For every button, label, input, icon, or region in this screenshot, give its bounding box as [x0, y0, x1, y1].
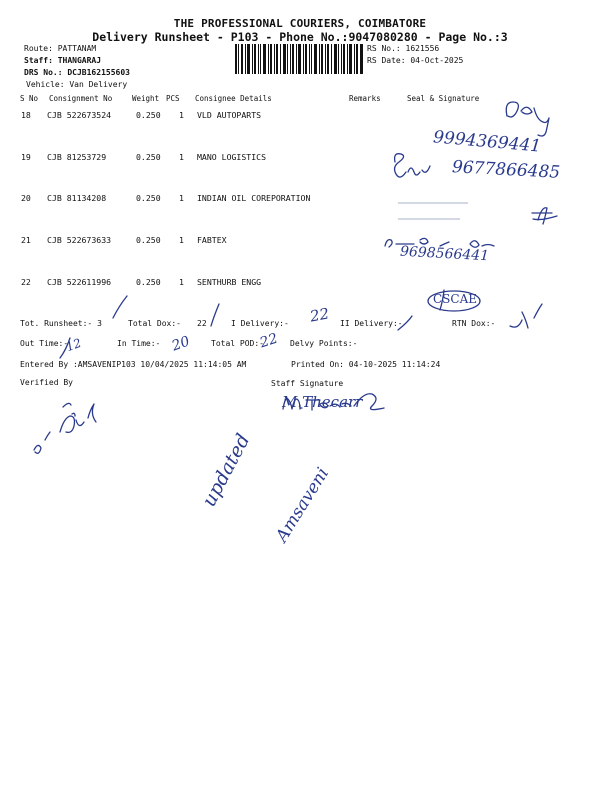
row-consignee: FABTEX	[197, 235, 227, 245]
col-header-sno: S No	[20, 94, 39, 103]
col-header-seal: Seal & Signature	[407, 94, 480, 103]
row-weight: 0.250	[136, 110, 161, 120]
staff-signature-text: M.Thecarr	[282, 393, 363, 411]
verified-signature	[34, 404, 96, 453]
row-consignment: CJB 522611996	[47, 277, 112, 287]
handwritten-note-amsaveni: Amsaveni	[272, 464, 334, 546]
route: Route: PATTANAM	[24, 44, 97, 53]
row-pcs: 1	[179, 193, 184, 203]
row-pcs: 1	[179, 110, 184, 120]
handwritten-phone-3: 9698566441	[399, 243, 490, 265]
handwritten-phone-1: 9994369441	[432, 127, 542, 157]
row-weight: 0.250	[136, 235, 161, 245]
row-weight: 0.250	[136, 277, 161, 287]
signature-mark	[506, 102, 549, 136]
handwritten-in-time: 20	[169, 333, 193, 355]
row-consignment: CJB 522673524	[47, 110, 112, 120]
total-dox-label: Total Dox:-	[128, 319, 181, 328]
printed-on: Printed On: 04-10-2025 11:14:24	[291, 360, 441, 369]
drs-number: DRS No.: DCJB162155603	[24, 68, 130, 77]
company-name: THE PROFESSIONAL COURIERS, COIMBATORE	[173, 17, 427, 30]
row-consignee: MANO LOGISTICS	[197, 152, 267, 162]
tick-mark	[211, 304, 219, 326]
tot-runsheet: Tot. Runsheet:- 3	[20, 319, 102, 328]
dot-mark	[63, 403, 75, 416]
rs-number: RS No.: 1621556	[367, 44, 440, 53]
stamp-text: CSCAE	[433, 292, 478, 306]
row-sno: 19	[21, 152, 31, 162]
signature-mark	[532, 208, 557, 224]
row-sno: 18	[21, 110, 31, 120]
col-header-remarks: Remarks	[349, 94, 381, 103]
row-sno: 20	[21, 193, 31, 203]
handwritten-note-updated: updated	[198, 430, 255, 511]
handwritten-out-time: 12	[64, 335, 84, 355]
runsheet-title: Delivery Runsheet - P103 - Phone No.:9047080280 - Page No.:3	[92, 30, 508, 44]
total-pod-label: Total POD:-	[211, 339, 264, 348]
row-weight: 0.250	[136, 193, 161, 203]
delvy-points-label: Delvy Points:-	[290, 339, 358, 348]
row-consignment: CJB 81134208	[47, 193, 107, 203]
row-weight: 0.250	[136, 152, 161, 162]
ii-delivery-label: II Delivery:-	[340, 319, 403, 328]
col-header-consignee: Consignee Details	[195, 94, 272, 103]
row-consignment: CJB 522673633	[47, 235, 112, 245]
col-header-weight: Weight	[132, 94, 160, 103]
total-dox-value: 22	[197, 319, 207, 328]
tick-mark	[510, 304, 542, 328]
rs-date: RS Date: 04-Oct-2025	[367, 56, 464, 65]
in-time-label: In Time:-	[117, 339, 161, 348]
row-consignee: SENTHURB ENGG	[197, 277, 262, 287]
row-pcs: 1	[179, 152, 184, 162]
row-sno: 21	[21, 235, 31, 245]
row-consignment: CJB 81253729	[47, 152, 107, 162]
handwritten-phone-2: 9677866485	[451, 157, 561, 183]
tick-mark	[398, 316, 412, 330]
staff-signature-label: Staff Signature	[271, 379, 344, 388]
entered-by: Entered By :AMSAVENIP103 10/04/2025 11:14:05 AM	[20, 360, 247, 369]
handwritten-total-pod: 22	[257, 330, 280, 352]
staff: Staff: THANGARAJ	[24, 56, 102, 65]
row-consignee: VLD AUTOPARTS	[197, 110, 262, 120]
row-consignee: INDIAN OIL COREPORATION	[197, 193, 311, 203]
faded-stamp	[398, 203, 468, 219]
col-header-consignment: Consignment No	[49, 94, 113, 103]
row-sno: 22	[21, 277, 31, 287]
out-time-label: Out Time:-	[20, 339, 69, 348]
row-pcs: 1	[179, 277, 184, 287]
col-header-pcs: PCS	[166, 94, 180, 103]
signature-mark	[395, 154, 430, 177]
tick-mark	[113, 296, 127, 318]
i-delivery-label: I Delivery:-	[231, 319, 289, 328]
row-pcs: 1	[179, 235, 184, 245]
vehicle: Vehicle: Van Delivery	[26, 80, 128, 89]
handwritten-i-delivery: 22	[308, 304, 331, 326]
verified-by-label: Verified By	[20, 378, 73, 387]
rtn-dox-label: RTN Dox:-	[452, 319, 496, 328]
